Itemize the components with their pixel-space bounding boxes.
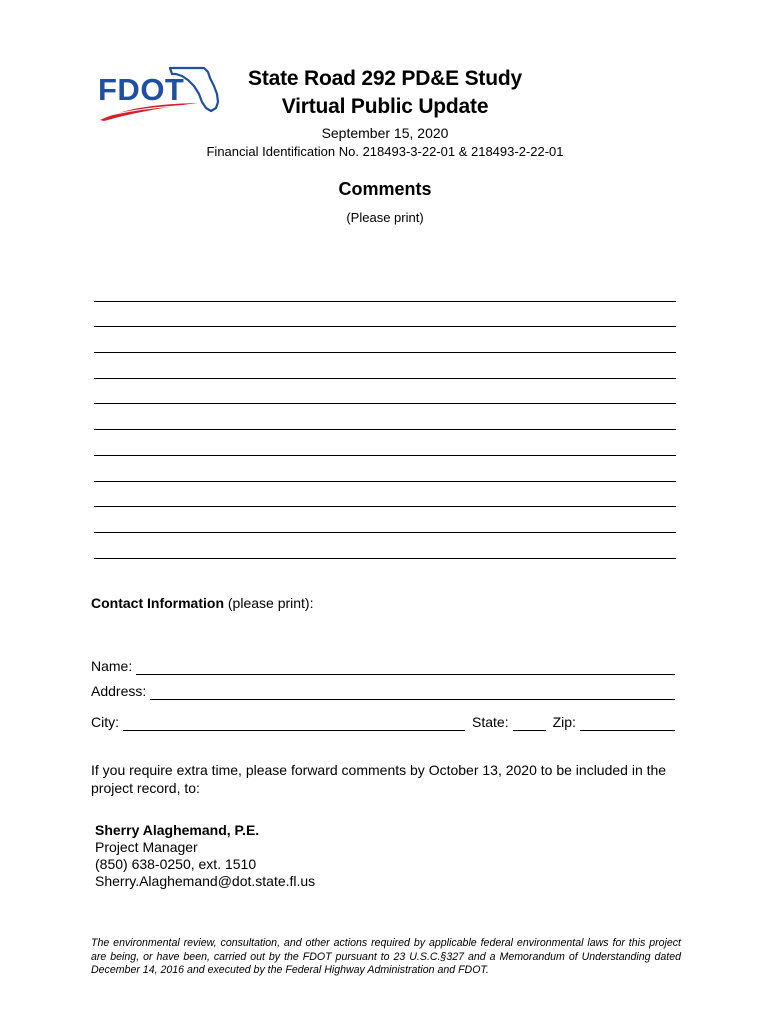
city-field[interactable]	[123, 717, 465, 731]
city-label: City:	[91, 714, 119, 730]
comment-line[interactable]	[94, 507, 676, 533]
address-field-row	[91, 683, 675, 700]
contact-person-name: Sherry Alaghemand, P.E.	[95, 822, 260, 838]
comment-line[interactable]	[94, 456, 676, 482]
zip-field[interactable]	[580, 717, 675, 731]
name-label: Name:	[91, 658, 133, 674]
name-field[interactable]	[136, 661, 675, 675]
name-field-row	[91, 658, 675, 675]
comment-line[interactable]	[94, 482, 676, 508]
zip-label: Zip:	[552, 714, 576, 730]
financial-id: Financial Identification No. 218493-3-22-01 & 218493-2-22-01	[206, 144, 564, 159]
environmental-disclaimer: The environmental review, consultation, and other actions required by applicable federal environmental laws for this project are being, or have been, carried out by the FDOT pursuant to 23 U.S.C.§327 and a Memorandum of Understanding dated December 14, 2016 and executed by the Federal Highway Administration and FDOT.	[91, 937, 681, 976]
page-title-line1: State Road 292 PD&E Study	[248, 67, 522, 90]
comment-line[interactable]	[94, 404, 676, 430]
comment-line[interactable]	[94, 430, 676, 456]
comment-line[interactable]	[94, 276, 676, 302]
address-label: Address:	[91, 683, 147, 699]
contact-person-title: Project Manager	[95, 839, 198, 855]
contact-person-block	[95, 822, 315, 890]
page-title-line2: Virtual Public Update	[281, 95, 489, 118]
state-label: State:	[472, 714, 509, 730]
comment-lines	[94, 276, 676, 559]
extra-time-instruction: If you require extra time, please forward comments by October 13, 2020 to be included in the project record, to:	[91, 762, 667, 796]
city-state-zip-row	[91, 714, 675, 731]
comment-line[interactable]	[94, 302, 676, 328]
contact-person-phone: (850) 638-0250, ext. 1510	[95, 856, 257, 872]
comment-line[interactable]	[94, 327, 676, 353]
comment-line[interactable]	[94, 379, 676, 405]
comments-heading: Comments	[338, 179, 432, 199]
contact-info-heading-note: (please print):	[224, 595, 314, 611]
comment-line[interactable]	[94, 353, 676, 379]
svg-text:FDOT: FDOT	[98, 72, 185, 107]
address-field[interactable]	[150, 686, 675, 700]
contact-info-heading	[91, 595, 313, 612]
comments-instruction: (Please print)	[346, 210, 424, 225]
contact-info-heading-bold: Contact Information	[91, 595, 224, 611]
contact-person-email: Sherry.Alaghemand@dot.state.fl.us	[95, 873, 316, 889]
state-field[interactable]	[513, 717, 546, 731]
meeting-date: September 15, 2020	[321, 125, 449, 141]
comment-line[interactable]	[94, 533, 676, 559]
